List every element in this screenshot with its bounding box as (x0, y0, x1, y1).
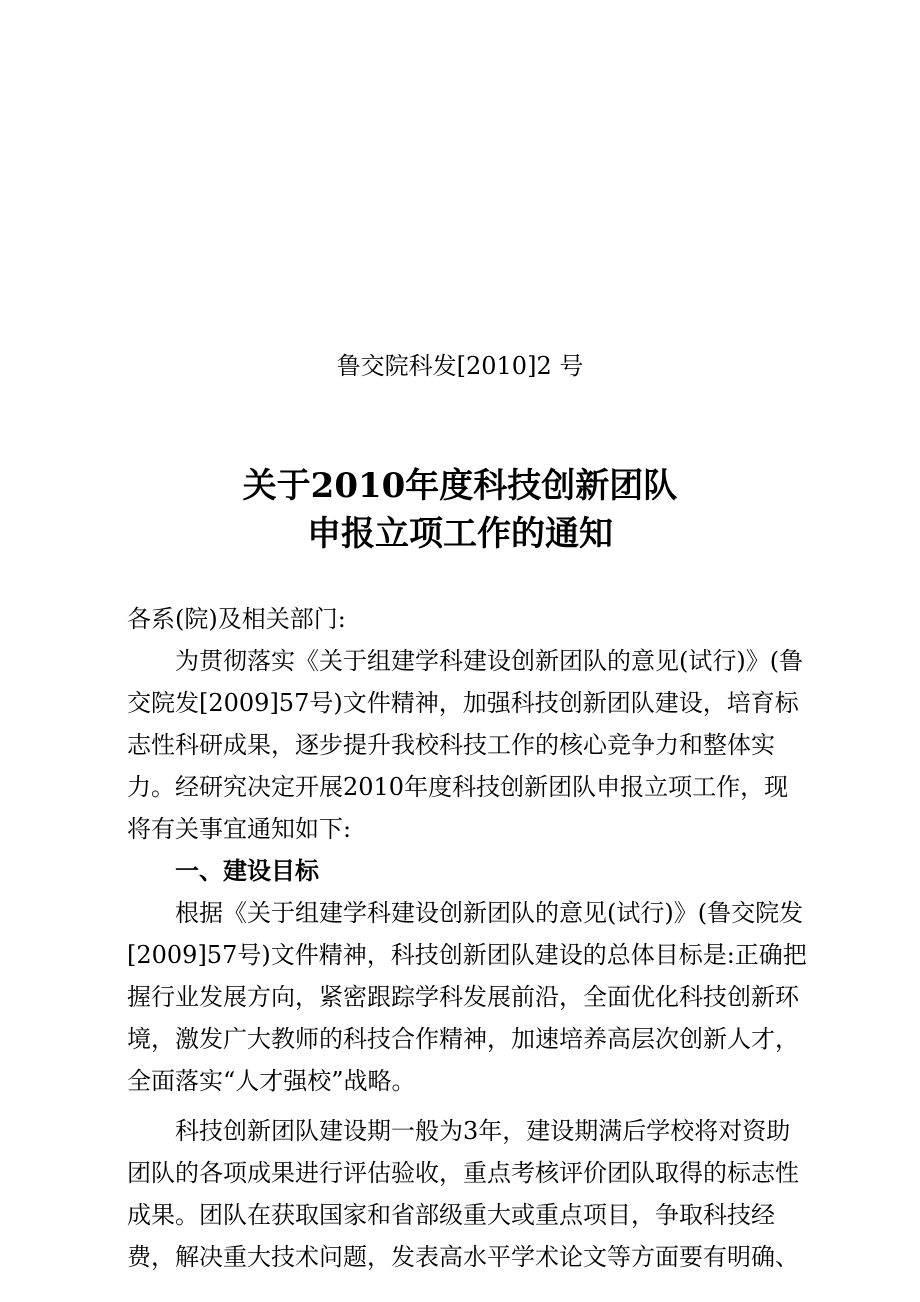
document-body (127, 598, 807, 1278)
document-title-line-1: 关于2010年度科技创新团队 (242, 466, 678, 506)
section-heading-goals: 一、建设目标 (175, 856, 319, 885)
document-title-line-2: 申报立项工作的通知 (307, 514, 613, 554)
salutation: 各系(院)及相关部门: (127, 605, 346, 633)
paragraph-goals: 根据《关于组建学科建设创新团队的意见(试行)》(鲁交院发[2009]57号)文件精神，科技创新团队建设的总体目标是:正确把握行业发展方向，紧密跟踪学科发展前沿，全面优化科技创新环境，激发广大教师的科技合作精神，加速培养高层次创新人才，全面落实“人才强校”战略。 (127, 899, 807, 1095)
paragraph-intro: 为贯彻落实《关于组建学科建设创新团队的意见(试行)》(鲁交院发[2009]57号)文件精神，加强科技创新团队建设，培育标志性科研成果，逐步提升我校科技工作的核心竞争力和整体实力。经研究决定开展2010年度科技创新团队申报立项工作，现将有关事宜通知如下: (127, 647, 804, 843)
document-number: 鲁交院科发[2010]2 号 (336, 352, 584, 380)
paragraph-construction-period: 科技创新团队建设期一般为3年，建设期满后学校将对资助团队的各项成果进行评估验收，重点考核评价团队取得的标志性成果。团队在获取国家和省部级重大或重点项目，争取科技经费，解决重大技术问题，发表高水平学术论文等方面要有明确、 (127, 1117, 799, 1271)
